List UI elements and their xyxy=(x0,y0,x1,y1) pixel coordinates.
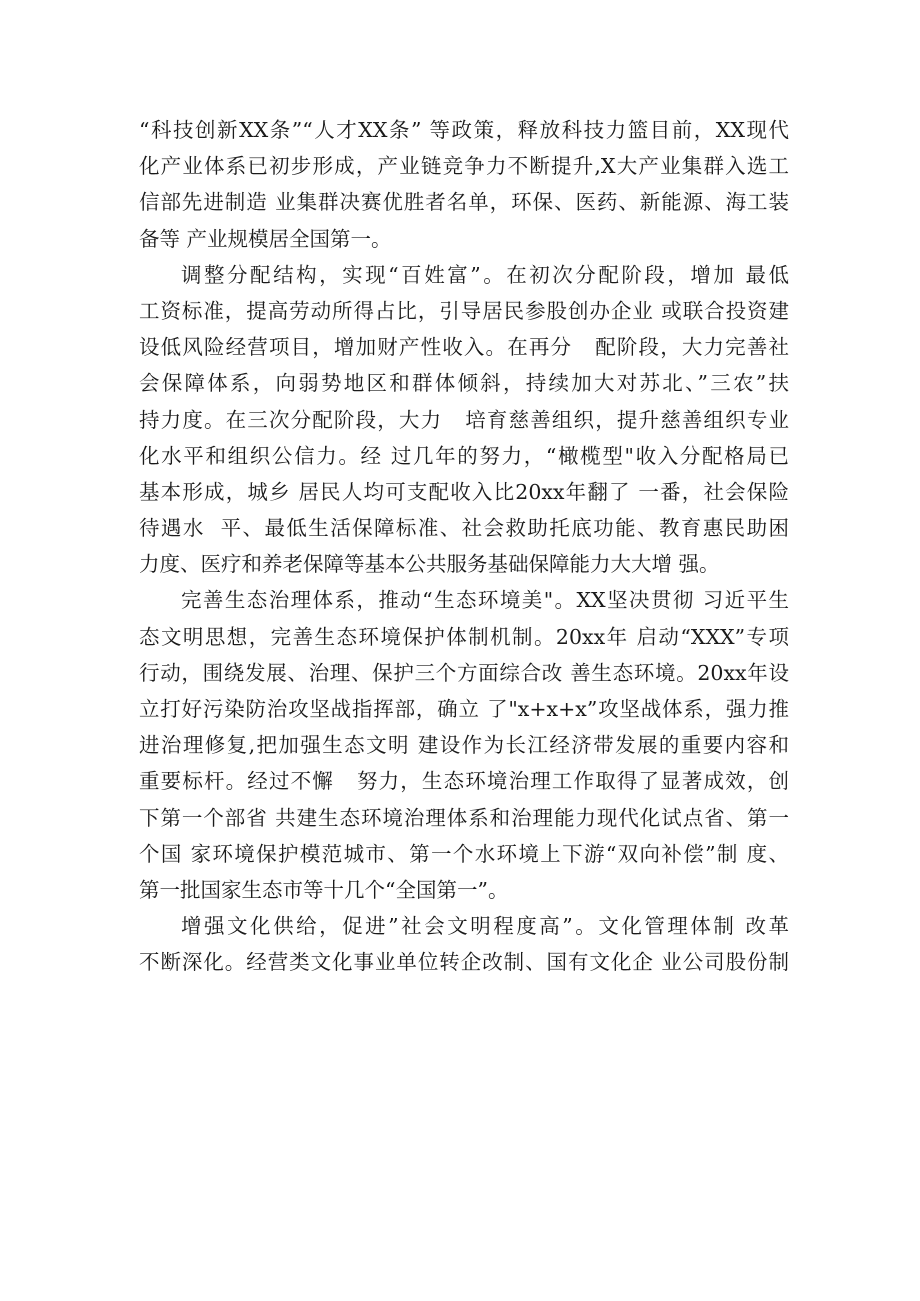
text-line: 力度、医疗和养老保障等基本公共服务基础保障能力大大增 强。 xyxy=(139,552,720,577)
text-line: 调整分配结构，实现“百姓富”。在初次分配阶段，增加 最低 xyxy=(181,262,789,287)
text-line: 态文明思想，完善生态环境保护体制机制。20xx年 启动“XXX”专项 xyxy=(139,624,789,649)
text-line: 持力度。在三次分配阶段，大力 培育慈善组织，提升慈善组织专业 xyxy=(139,407,789,432)
text-line: 不断深化。经营类文化事业单位转企改制、国有文化企 业公司股份制 xyxy=(139,950,789,975)
text-line: 工资标准，提高劳动所得占比，引导居民参股创办企业 或联合投资建 xyxy=(139,298,789,323)
text-line: 进治理修复,把加强生态文明 建设作为长江经济带发展的重要内容和 xyxy=(139,733,789,758)
text-line: 立打好污染防治攻坚战指挥部，确立 了"x+x+x”攻坚战体系，强力推 xyxy=(139,697,789,721)
paragraph xyxy=(139,582,789,908)
paragraph xyxy=(139,257,789,583)
text-line: 行动，围绕发展、治理、保护三个方面综合改 善生态环境。20xx年设 xyxy=(139,660,789,685)
text-line: 重要标杆。经过不懈 努力，生态环境治理工作取得了显著成效，创 xyxy=(139,769,789,794)
text-line: 个国 家环境保护模范城市、第一个水环境上下游“双向补偿”制 度、 xyxy=(139,841,789,866)
text-line: 基本形成，城乡 居民人均可支配收入比20xx年翻了 一番，社会保险 xyxy=(139,479,789,504)
text-line: 化产业体系已初步形成，产业链竞争力不断提升,X大产业集群入选工 xyxy=(139,154,789,179)
text-line: 信部先进制造 业集群决赛优胜者名单，环保、医药、新能源、海工装 xyxy=(139,190,789,215)
text-line: 增强文化供给，促进”社会文明程度高”。文化管理体制 改革 xyxy=(181,914,789,939)
document-body xyxy=(139,112,789,981)
text-line: 化水平和组织公信力。经 过几年的努力，“橄榄型"收入分配格局已 xyxy=(139,443,789,468)
paragraph xyxy=(139,908,789,980)
paragraph xyxy=(139,112,789,257)
text-line: 设低风险经营项目，增加财产性收入。在再分 配阶段，大力完善社 xyxy=(139,335,789,360)
text-line: 备等 产业规模居全国第一。 xyxy=(139,226,392,251)
text-line: 第一批国家生态市等十几个“全国第一”。 xyxy=(139,877,509,902)
text-line: 完善生态治理体系，推动“生态环境美"。XX坚决贯彻 习近平生 xyxy=(181,588,789,613)
text-line: 待遇水 平、最低生活保障标准、社会救助托底功能、教育惠民助困 xyxy=(139,516,789,541)
text-line: “科技创新XX条”“人才XX条” 等政策，释放科技力篮目前，XX现代 xyxy=(139,118,789,142)
text-line: 会保障体系，向弱势地区和群体倾斜，持续加大对苏北、”三农”扶 xyxy=(139,371,789,396)
text-line: 下第一个部省 共建生态环境治理体系和治理能力现代化试点省、第一 xyxy=(139,805,789,830)
